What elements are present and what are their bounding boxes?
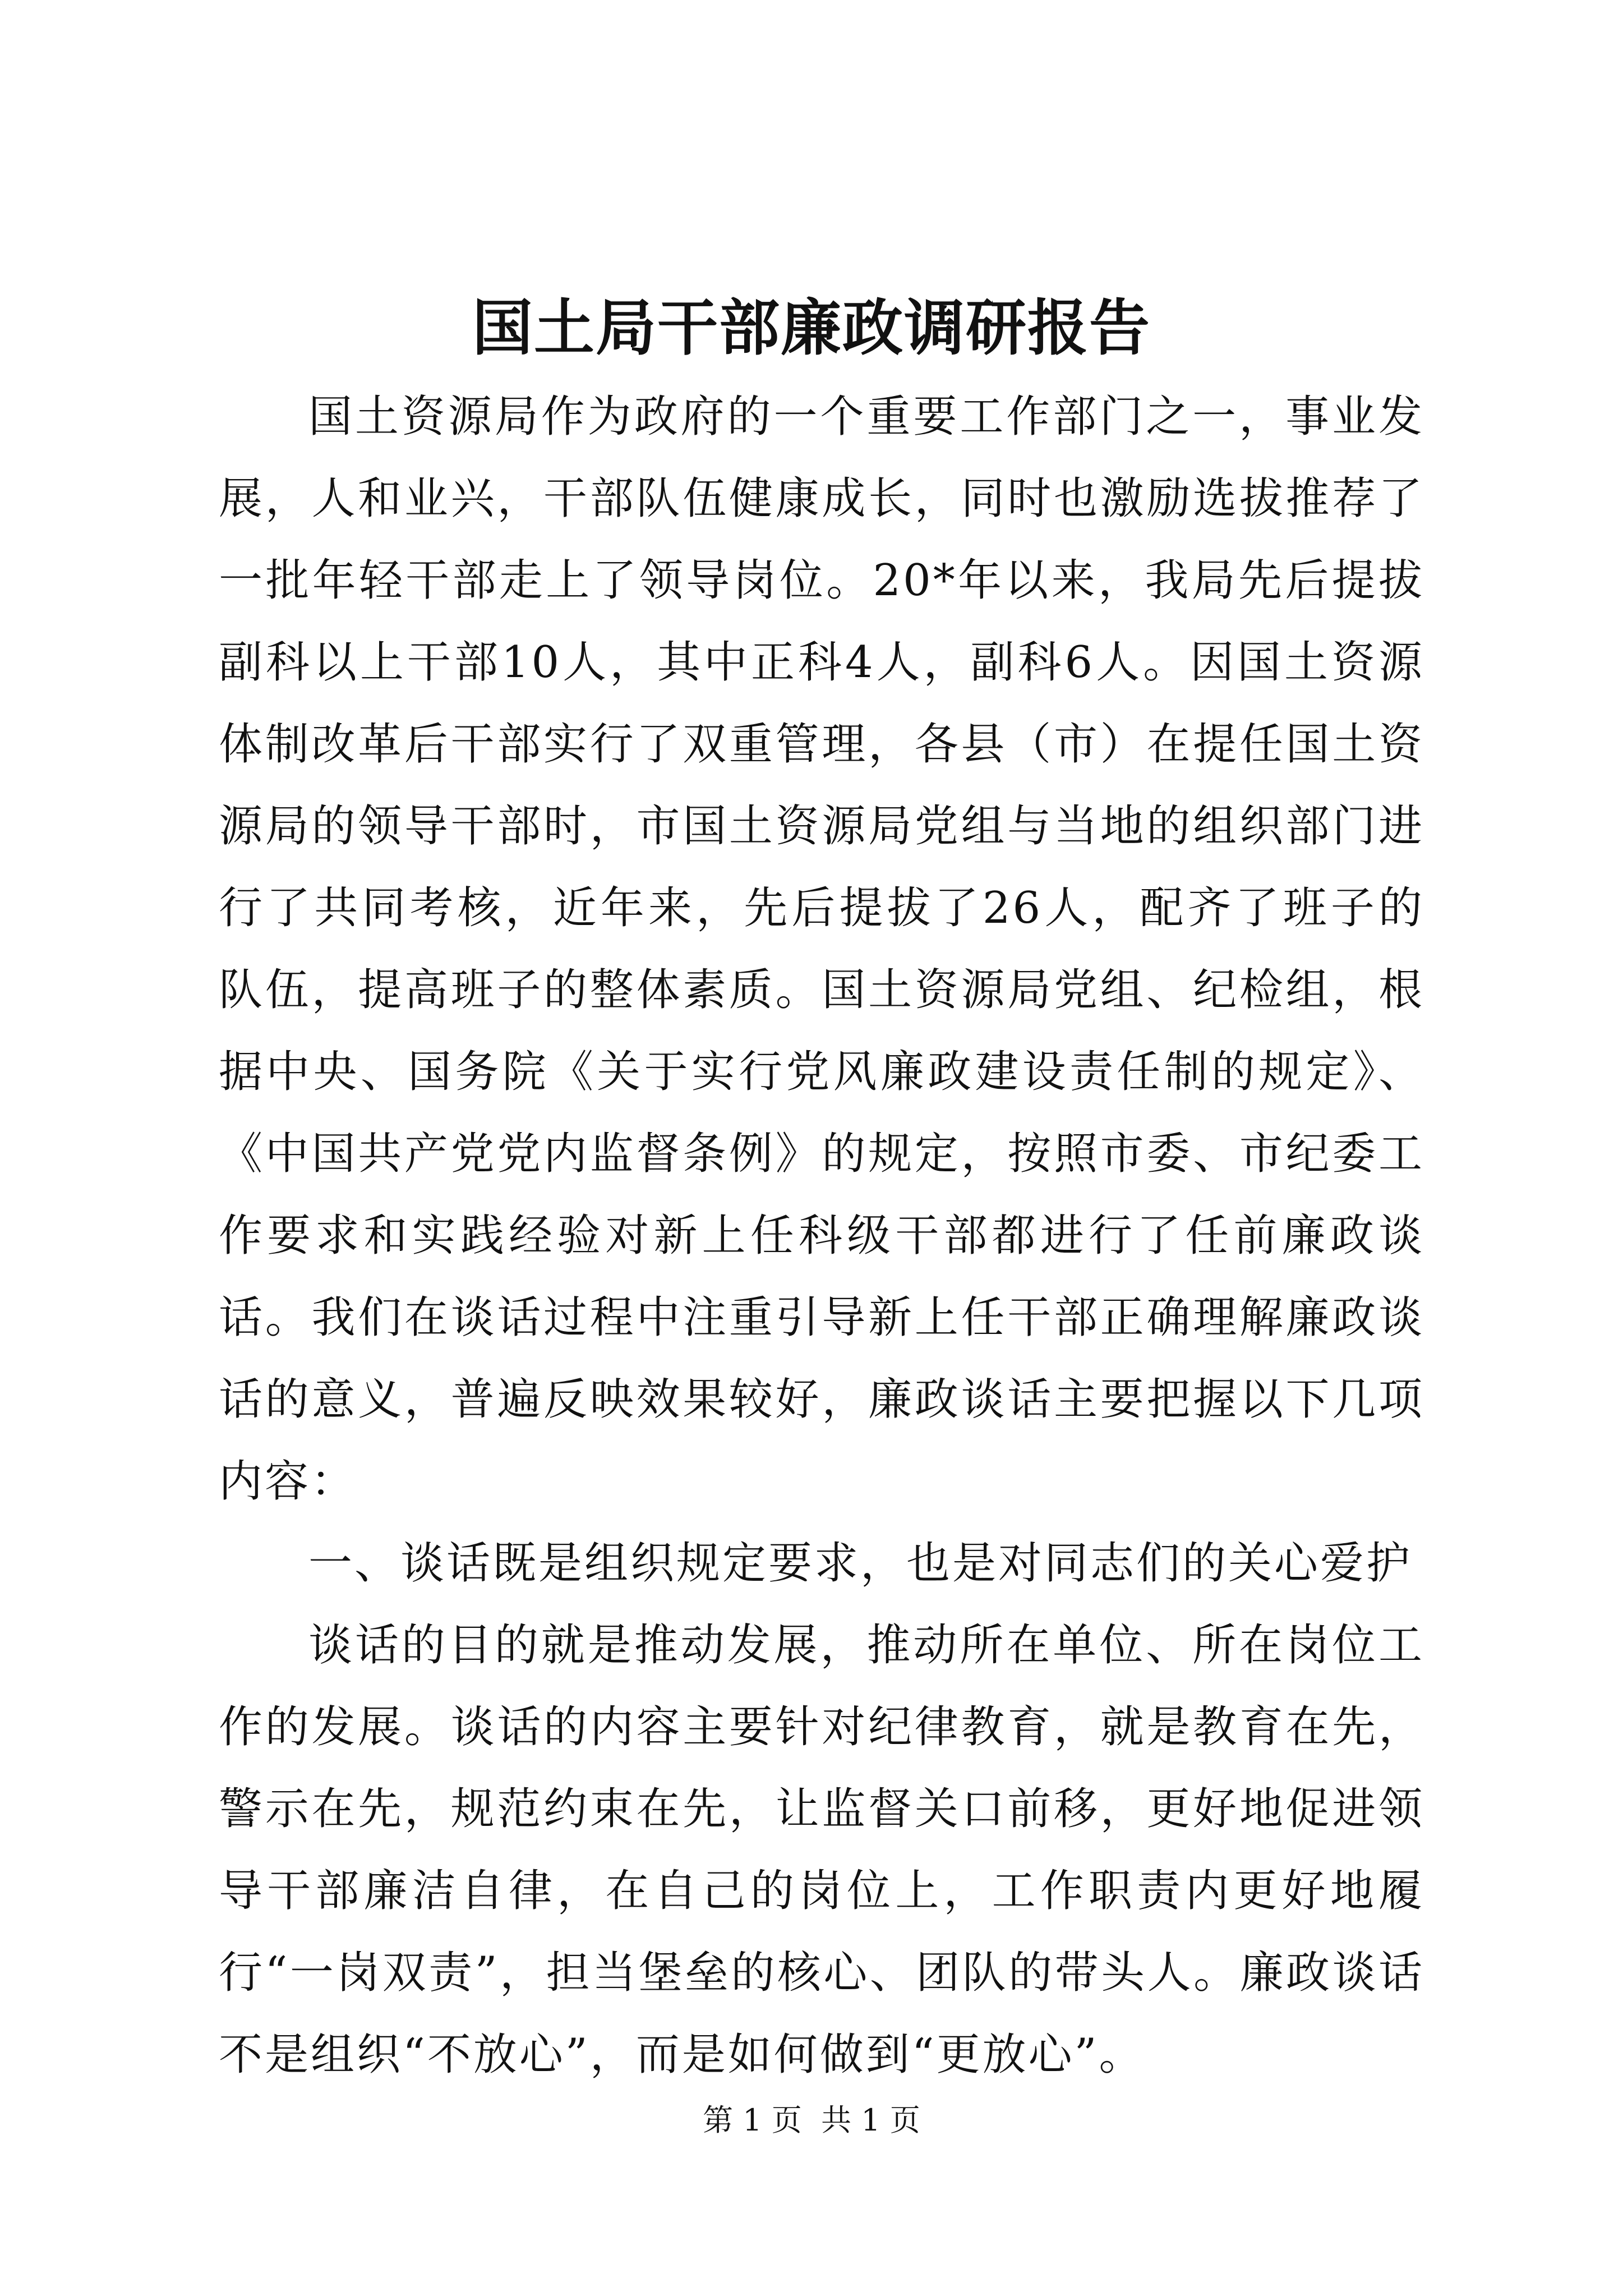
page-total: 共 1 页 <box>821 2102 920 2138</box>
paragraph-intro: 国土资源局作为政府的一个重要工作部门之一，事业发展，人和业兴，干部队伍健康成长，同时也激励选拔推荐了一批年轻干部走上了领导岗位。20*年以来，我局先后提拔副科以上干部10人，其中正科4人，副科6人。因国土资源体制改革后干部实行了双重管理，各县（市）在提任国土资源局的领导干部时，市国土资源局党组与当地的组织部门进行了共同考核，近年来，先后提拔了26人，配齐了班子的队伍，提高班子的整体素质。国土资源局党组、纪检组，根据中央、国务院《关于实行党风廉政建设责任制的规定》、《中国共产党党内监督条例》的规定，按照市委、市纪委工作要求和实践经验对新上任科级干部都进行了任前廉政谈话。我们在谈话过程中注重引导新上任干部正确理解廉政谈话的意义，普遍反映效果较好，廉政谈话主要把握以下几项内容： <box>219 392 1424 1507</box>
section-heading-1: 一、谈话既是组织规定要求，也是对同志们的关心爱护 <box>308 1538 1413 1589</box>
page-number: 第 1 页 <box>703 2102 802 2138</box>
page-footer <box>0 2098 1623 2143</box>
document-title: 国土局干部廉政调研报告 <box>472 293 1151 364</box>
document-body <box>219 376 1424 2096</box>
paragraph-section-1: 谈话的目的就是推动发展，推动所在单位、所在岗位工作的发展。谈话的内容主要针对纪律教育，就是教育在先，警示在先，规范约束在先，让监督关口前移，更好地促进领导干部廉洁自律，在自己的岗位上，工作职责内更好地履行“一岗双责”，担当堡垒的核心、团队的带头人。廉政谈话不是组织“不放心”，而是如何做到“更放心”。 <box>219 1620 1424 2080</box>
